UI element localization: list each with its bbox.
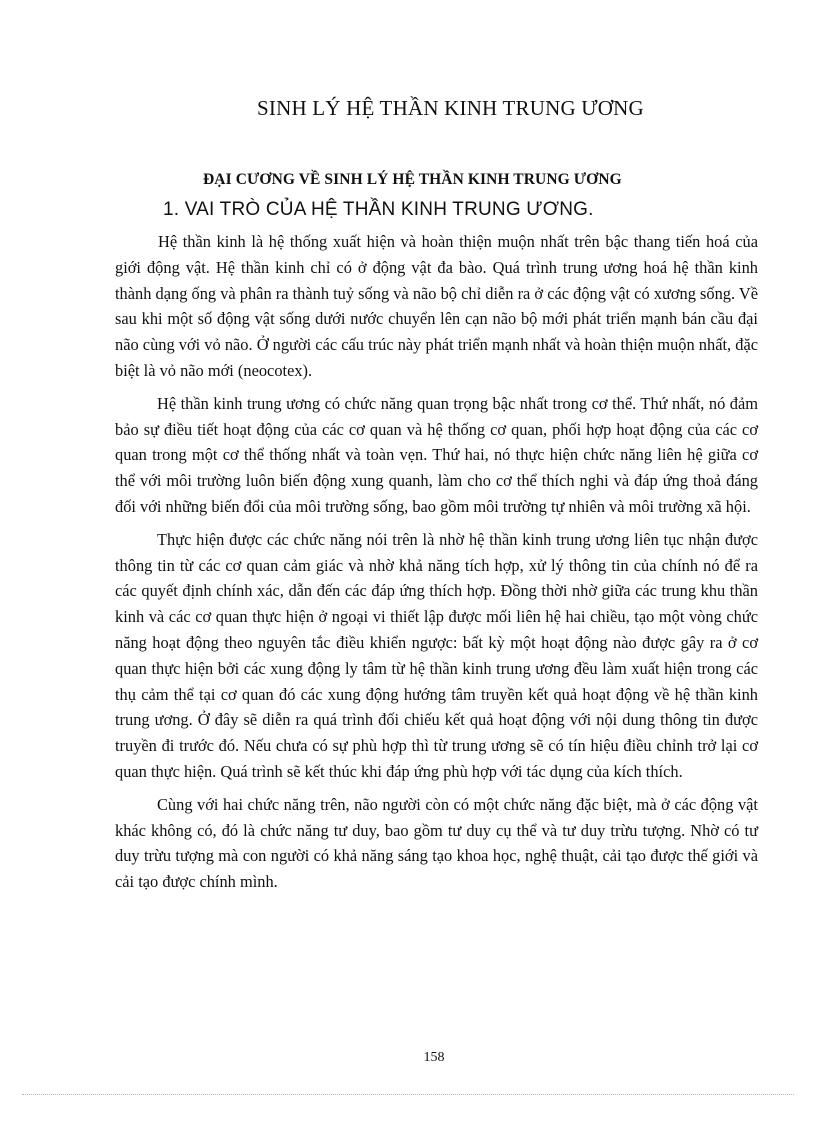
section-heading: ĐẠI CƯƠNG VỀ SINH LÝ HỆ THẦN KINH TRUNG ƯƠNG (203, 171, 622, 188)
page-bottom-divider (22, 1094, 794, 1095)
paragraph-3: Thực hiện được các chức năng nói trên là nhờ hệ thần kinh trung ương liên tục nhận được thông tin từ các cơ quan cảm giác và nhờ khả năng tích hợp, xử lý thông tin của chính nó để ra các quyết định chính xác, dẫn đến các đáp ứng thích hợp. Đồng thời nhờ giữa các trung khu thần kinh và các cơ quan thực hiện ở ngoại vi thiết lập được mối liên hệ hai chiều, tạo một vòng chức năng hoạt động theo nguyên tắc điều khiển ngược: bất kỳ một hoạt động nào được gây ra ở cơ quan thực hiện bởi các xung động ly tâm từ hệ thần kinh trung ương đều làm xuất hiện trong các thụ cảm thể tại cơ quan đó các xung động hướng tâm truyền kết quả hoạt động về hệ thần kinh trung ương. Ở đây sẽ diễn ra quá trình đối chiếu kết quả hoạt động với nội dung thông tin được truyền đi trước đó. Nếu chưa có sự phù hợp thì từ trung ương sẽ có tín hiệu điều chỉnh trở lại cơ quan thực hiện. Quá trình sẽ kết thúc khi đáp ứng phù hợp với tác dụng của kích thích. (115, 529, 758, 781)
paragraph-1: Hệ thần kinh là hệ thống xuất hiện và hoàn thiện muộn nhất trên bậc thang tiến hoá của giới động vật. Hệ thần kinh chỉ có ở động vật đa bào. Quá trình trung ương hoá hệ thần kinh thành dạng ống và phân ra thành tuỷ sống và não bộ chỉ diễn ra ở các động vật có xương sống. Về sau khi một số động vật sống dưới nước chuyển lên cạn não bộ mới phát triển mạnh bán cầu đại não cùng với vỏ não. Ở người các cấu trúc này phát triển mạnh nhất và hoàn thiện muộn nhất, đặc biệt là vỏ não mới (neocotex). (115, 232, 758, 380)
sub-heading: 1. VAI TRÒ CỦA HỆ THẦN KINH TRUNG ƯƠNG. (163, 199, 594, 220)
paragraph-2: Hệ thần kinh trung ương có chức năng quan trọng bậc nhất trong cơ thể. Thứ nhất, nó đảm bảo sự điều tiết hoạt động của các cơ quan và hệ thống cơ quan, phối hợp hoạt động của các cơ quan trong một cơ thể thống nhất và toàn vẹn. Thứ hai, nó thực hiện chức năng liên hệ giữa cơ thể với môi trường luôn biến động xung quanh, làm cho cơ thể thích nghi và đáp ứng thoả đáng đối với những biến đổi của môi trường sống, bao gồm môi trường tự nhiên và môi trường xã hội. (115, 393, 758, 516)
page-number: 158 (423, 1050, 445, 1065)
chapter-title: SINH LÝ HỆ THẦN KINH TRUNG ƯƠNG (257, 96, 644, 120)
paragraph-4: Cùng với hai chức năng trên, não người còn có một chức năng đặc biệt, mà ở các động vật khác không có, đó là chức năng tư duy, bao gồm tư duy cụ thể và tư duy trừu tượng. Nhờ có tư duy trừu tượng mà con người có khả năng sáng tạo khoa học, nghệ thuật, cải tạo được thế giới và cải tạo được chính mình. (115, 794, 758, 892)
body-text (115, 229, 758, 902)
